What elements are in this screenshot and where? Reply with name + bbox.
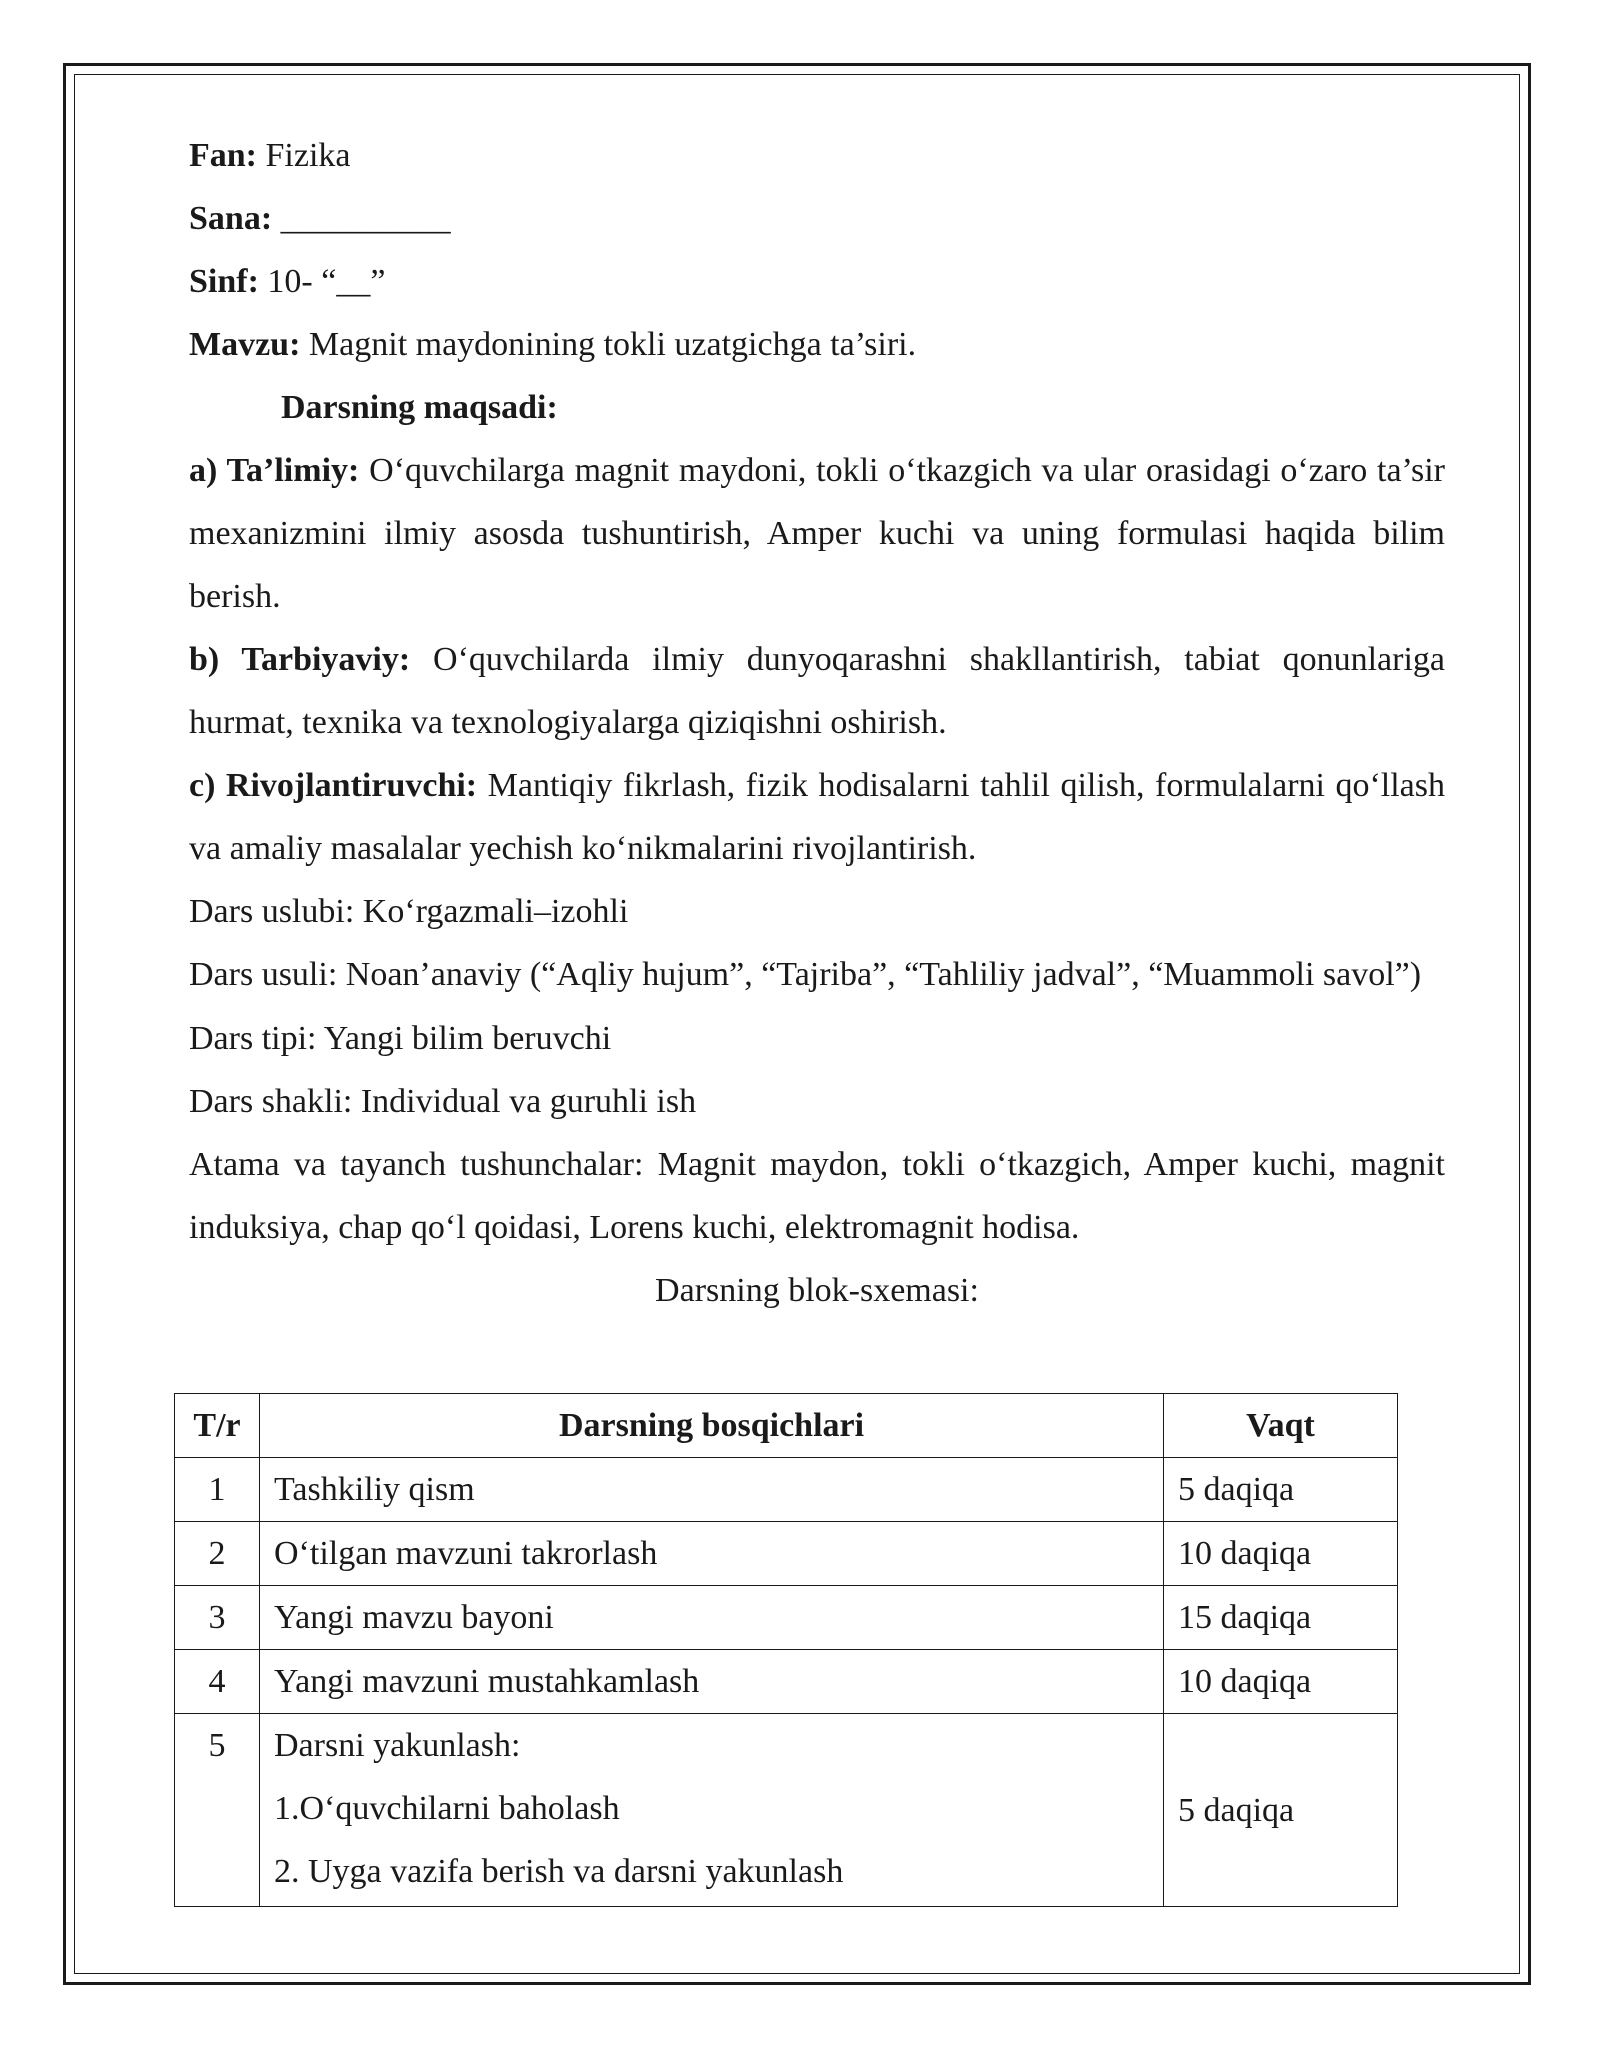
row-stage: Tashkiliy qism [260,1458,1164,1522]
lesson-style: Dars uslubi: Ko‘rgazmali–izohli [189,893,629,930]
goal-upbringing-label: b) Tarbiyaviy: [189,641,411,678]
goal-upbringing [189,628,1445,754]
lesson-type: Dars tipi: Yangi bilim beruvchi [189,1020,612,1057]
subject-label: Fan: [189,137,257,174]
goal-developmental-label: c) Rivojlantiruvchi: [189,767,478,804]
stage-line: Darsni yakunlash: [274,1727,521,1764]
row-stage: O‘tilgan mavzuni takrorlash [260,1522,1164,1586]
topic-value: Magnit maydonining tokli uzatgichga ta’siri. [308,326,917,363]
row-stage [260,1714,1164,1907]
row-number: 1 [175,1458,260,1522]
subject-value: Fizika [265,137,351,174]
goal-educational-text: O‘quvchilarga magnit maydoni, tokli o‘tkazgich va ular orasidagi o‘zaro ta’sir mexanizmini ilmiy asosda tushuntirish, Amper kuchi va uning formulasi haqida bilim berish. [189,452,1445,615]
class-line [189,250,1445,313]
row-time: 10 daqiqa [1164,1650,1398,1714]
lesson-form: Dars shakli: Individual va guruhli ish [189,1083,697,1120]
goal-educational [189,439,1445,628]
table-caption: Darsning blok-sxemasi: [655,1272,979,1309]
stage-line: 2. Uyga vazifa berish va darsni yakunlash [274,1853,844,1890]
topic-line [189,313,1445,376]
header-time: Vaqt [1164,1394,1398,1458]
lesson-stages-table [174,1393,1398,1907]
class-value: 10- “__” [267,263,386,300]
table-row [175,1586,1398,1650]
goal-developmental-text: Mantiqiy fikrlash, fizik hodisalarni tahlil qilish, formulalarni qo‘llash va amaliy masalalar yechish ko‘nikmalarini rivojlantirish. [189,767,1445,867]
table-row [175,1714,1398,1907]
lesson-method: Dars usuli: Noan’anaviy (“Aqliy hujum”, “Tajriba”, “Tahliliy jadval”, “Muammoli savol”) [189,956,1422,993]
table-row [175,1650,1398,1714]
date-line [189,187,1445,250]
table-header-row [175,1394,1398,1458]
row-number: 4 [175,1650,260,1714]
topic-label: Mavzu: [189,326,301,363]
row-time: 10 daqiqa [1164,1522,1398,1586]
date-label: Sana: [189,200,273,237]
table-row [175,1458,1398,1522]
row-time: 5 daqiqa [1164,1458,1398,1522]
row-time: 5 daqiqa [1164,1714,1398,1907]
goal-developmental [189,754,1445,880]
table-row [175,1522,1398,1586]
row-number: 2 [175,1522,260,1586]
goal-upbringing-text: O‘quvchilarda ilmiy dunyoqarashni shakllantirish, tabiat qonunlariga hurmat, texnika va texnologiyalarga qiziqishni oshirish. [189,641,1446,741]
class-label: Sinf: [189,263,259,300]
row-stage: Yangi mavzu bayoni [260,1586,1164,1650]
row-stage: Yangi mavzuni mustahkamlash [260,1650,1164,1714]
header-number: T/r [175,1394,260,1458]
row-number: 5 [175,1714,260,1907]
lesson-plan-body [189,124,1445,1322]
goal-educational-label: a) Ta’limiy: [189,452,360,489]
header-stages: Darsning bosqichlari [260,1394,1164,1458]
subject-line [189,124,1445,187]
key-terms: Atama va tayanch tushunchalar: Magnit maydon, tokli o‘tkazgich, Amper kuchi, magnit induksiya, chap qo‘l qoidasi, Lorens kuchi, elektromagnit hodisa. [189,1146,1445,1246]
row-number: 3 [175,1586,260,1650]
row-time: 15 daqiqa [1164,1586,1398,1650]
stage-line: 1.O‘quvchilarni baholash [274,1790,620,1827]
date-value: __________ [280,200,451,237]
goals-heading: Darsning maqsadi: [281,389,558,426]
